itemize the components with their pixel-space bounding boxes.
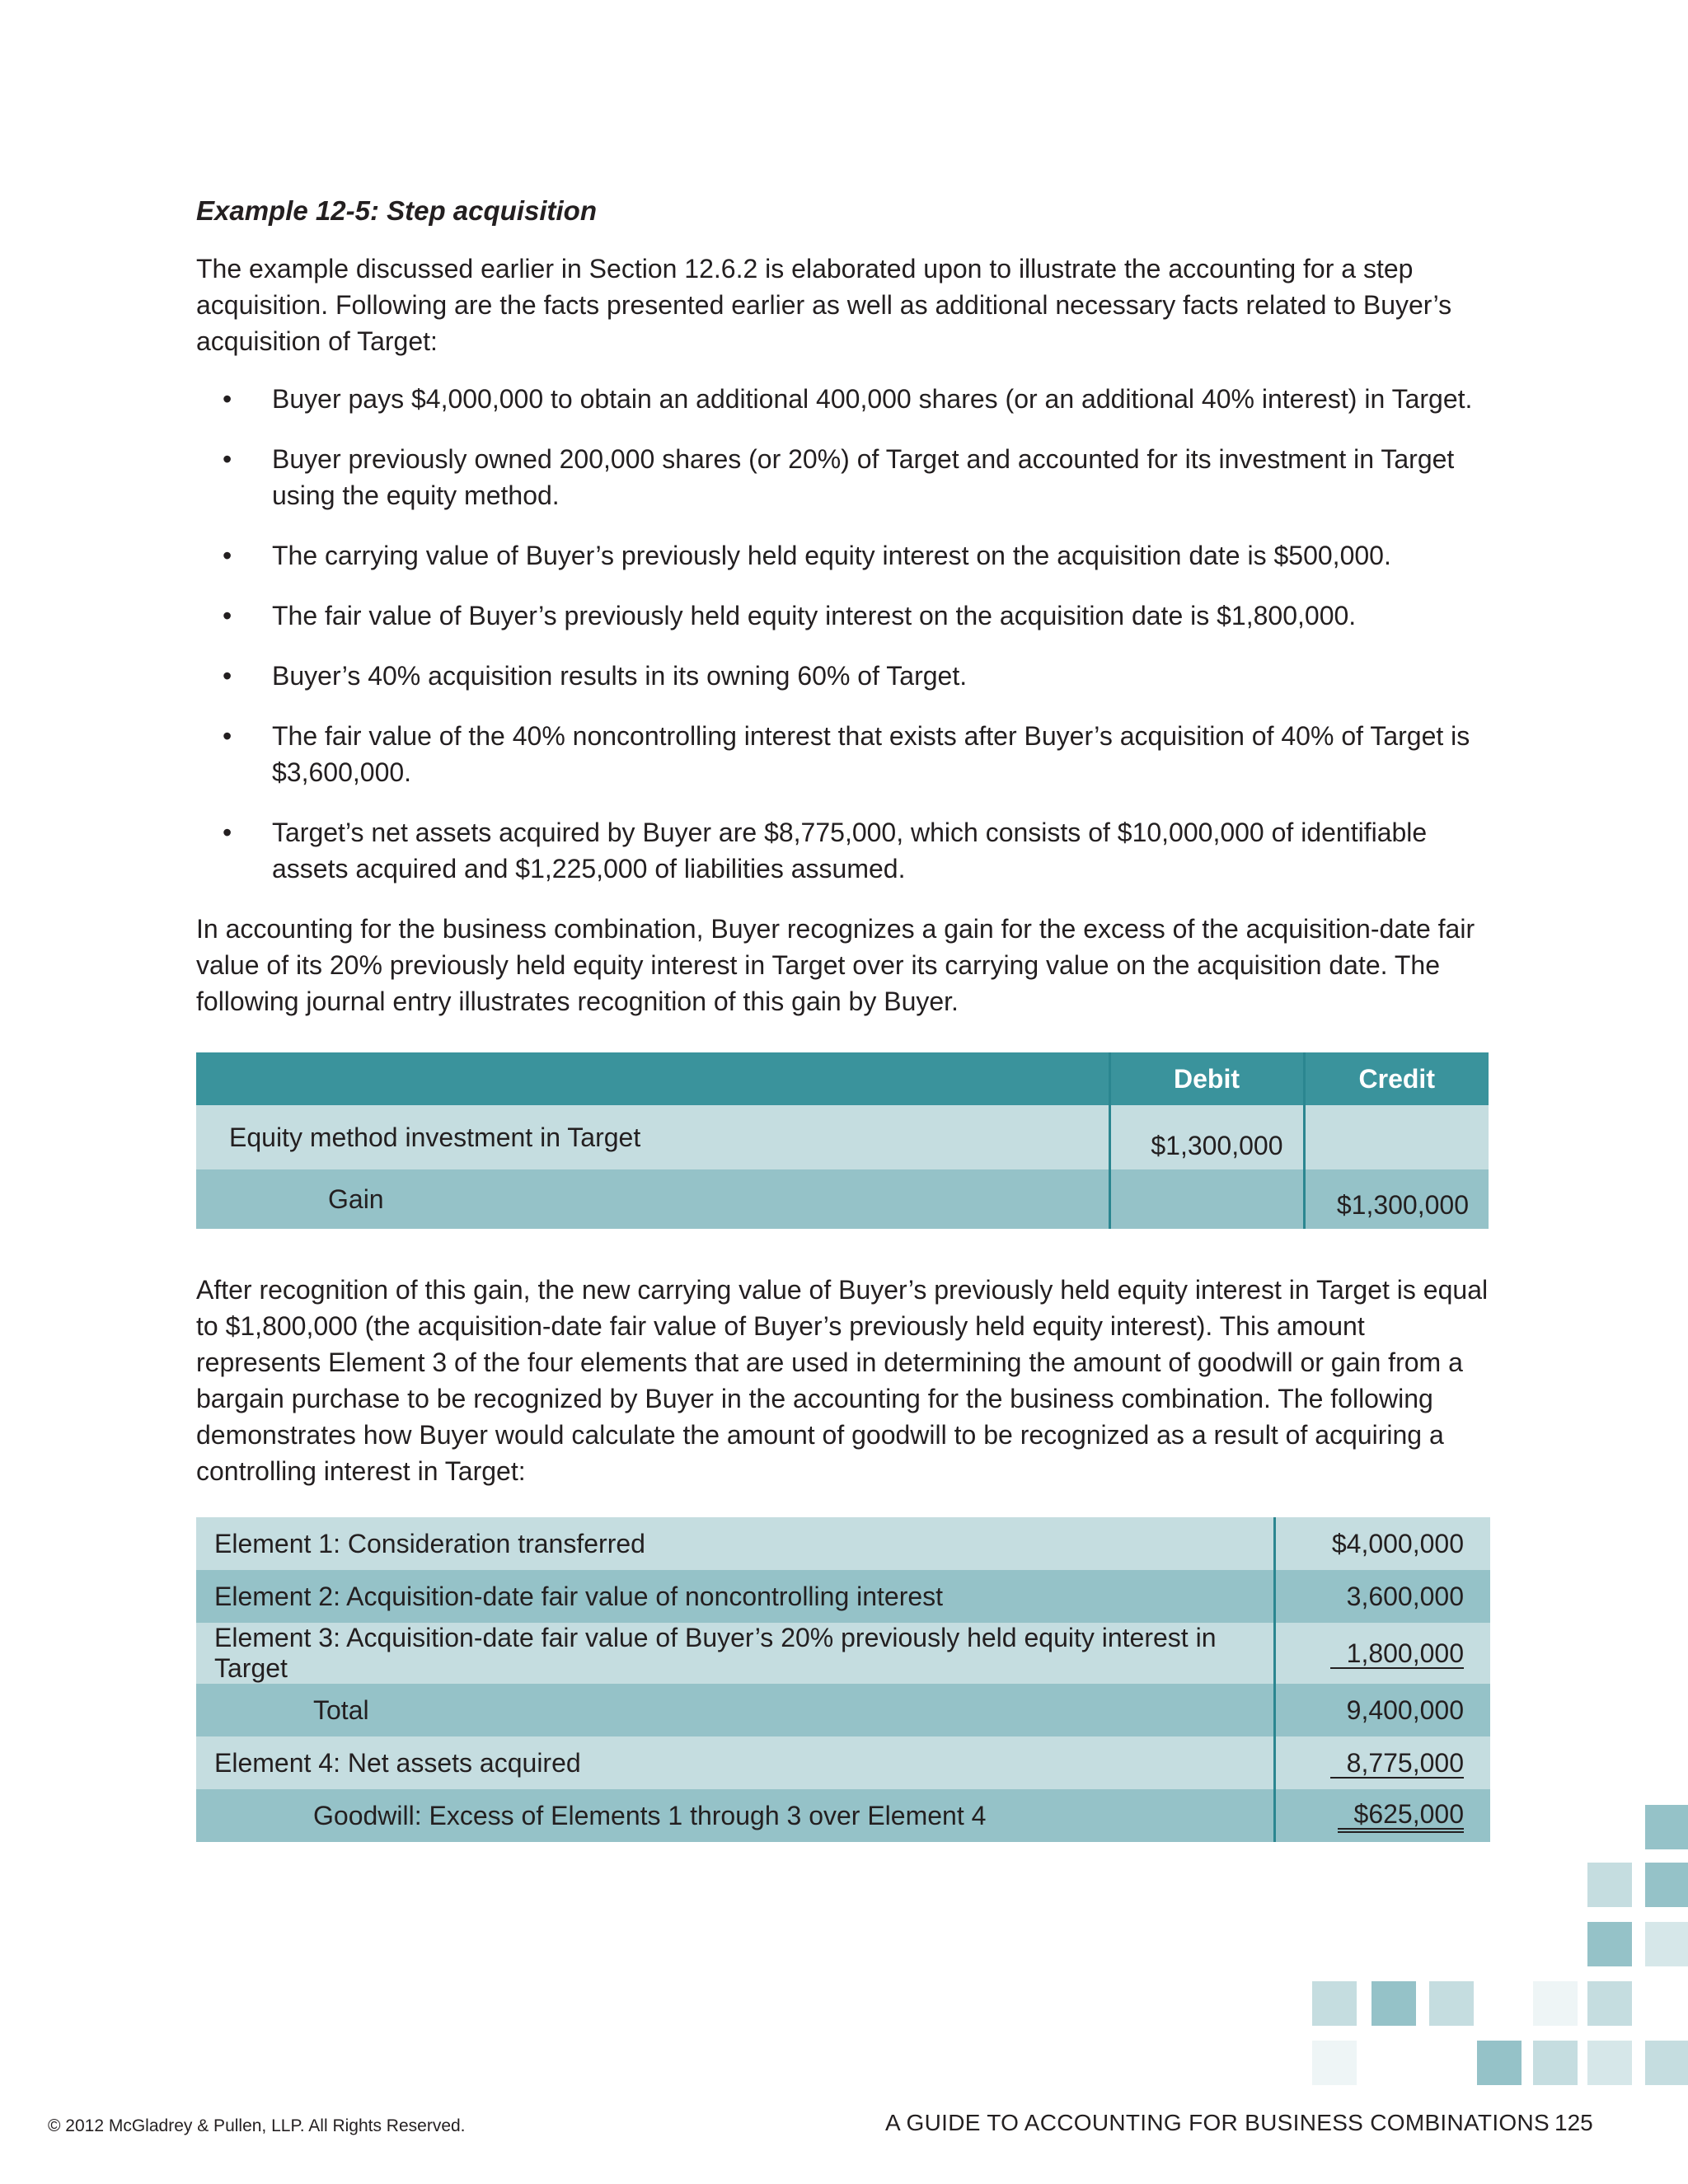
list-item: • The fair value of the 40% noncontrolling interest that exists after Buyer’s acquisition of 40% of Target is $3,600,000.	[196, 718, 1490, 790]
page-number: 125	[1554, 2110, 1593, 2135]
facts-list	[196, 381, 1490, 887]
decor-square	[1372, 1981, 1416, 2026]
gain-paragraph: In accounting for the business combination, Buyer recognizes a gain for the excess of the acquisition-date fair value of its 20% previously held equity interest in Target over its carrying value on the acquisition date. The following journal entry illustrates recognition of this gain by Buyer.	[196, 914, 1475, 1016]
calc-label: Total	[196, 1684, 1275, 1736]
bullet-icon: •	[223, 721, 232, 751]
calc-label: Element 3: Acquisition-date fair value of Buyer’s 20% previously held equity interest in Target	[196, 1623, 1275, 1684]
calc-value: 9,400,000	[1275, 1684, 1491, 1736]
journal-account: Gain	[196, 1169, 1109, 1229]
decor-square	[1645, 1805, 1688, 1849]
list-item: • The fair value of Buyer’s previously held equity interest on the acquisition date is $1,800,000.	[196, 598, 1490, 634]
journal-account: Equity method investment in Target	[196, 1105, 1109, 1169]
decor-square	[1587, 1863, 1632, 1907]
decor-square	[1645, 1922, 1688, 1966]
journal-header-row	[196, 1052, 1489, 1105]
journal-debit	[1109, 1169, 1304, 1229]
footer-guide-title: A GUIDE TO ACCOUNTING FOR BUSINESS COMBINATIONS	[885, 2110, 1550, 2135]
calc-value: 1,800,000	[1275, 1623, 1491, 1684]
calc-value: $625,000	[1275, 1789, 1491, 1842]
journal-debit: $1,300,000	[1109, 1105, 1304, 1169]
decor-square	[1587, 2041, 1632, 2085]
bullet-icon: •	[223, 601, 232, 630]
decor-square	[1645, 2041, 1688, 2085]
calc-label: Element 4: Net assets acquired	[196, 1736, 1275, 1789]
list-item: • Target’s net assets acquired by Buyer are $8,775,000, which consists of $10,000,000 of identifiable assets acquired and $1,225,000 of liabilities assumed.	[196, 814, 1490, 887]
bullet-icon: •	[223, 384, 232, 414]
bullet-icon: •	[223, 661, 232, 691]
decor-square	[1429, 1981, 1474, 2026]
table-row	[196, 1684, 1490, 1736]
decor-square	[1533, 2041, 1578, 2085]
intro-paragraph: The example discussed earlier in Section 12.6.2 is elaborated upon to illustrate the accounting for a step acquisition. Following are the facts presented earlier as well as additional necessary facts related to Buyer’s acquisition of Target:	[196, 254, 1452, 356]
journal-credit	[1304, 1105, 1489, 1169]
table-row	[196, 1789, 1490, 1842]
bullet-icon: •	[223, 818, 232, 847]
calc-value: 3,600,000	[1275, 1570, 1491, 1623]
journal-header-debit: Debit	[1109, 1052, 1304, 1105]
example-title: Example 12-5: Step acquisition	[196, 195, 597, 226]
table-row	[196, 1623, 1490, 1684]
journal-header-credit: Credit	[1304, 1052, 1489, 1105]
list-item: • Buyer pays $4,000,000 to obtain an additional 400,000 shares (or an additional 40% interest) in Target.	[196, 381, 1490, 417]
calc-label: Element 2: Acquisition-date fair value of noncontrolling interest	[196, 1570, 1275, 1623]
table-row	[196, 1517, 1490, 1570]
table-row	[196, 1105, 1489, 1169]
page-content	[196, 193, 1490, 1842]
table-row	[196, 1570, 1490, 1623]
calc-label: Goodwill: Excess of Elements 1 through 3 over Element 4	[196, 1789, 1275, 1842]
bullet-icon: •	[223, 444, 232, 474]
calc-value: $4,000,000	[1275, 1517, 1491, 1570]
table-row	[196, 1736, 1490, 1789]
decor-square	[1477, 2041, 1522, 2085]
decor-square	[1312, 1981, 1357, 2026]
calc-value: 8,775,000	[1275, 1736, 1491, 1789]
list-item: • Buyer’s 40% acquisition results in its owning 60% of Target.	[196, 658, 1490, 694]
journal-entry-table	[196, 1052, 1489, 1229]
table-row	[196, 1169, 1489, 1229]
footer-copyright: © 2012 McGladrey & Pullen, LLP. All Rights Reserved.	[48, 2116, 466, 2135]
list-item: • The carrying value of Buyer’s previously held equity interest on the acquisition date is $500,000.	[196, 537, 1490, 574]
decor-square	[1587, 1981, 1632, 2026]
decor-square	[1645, 1863, 1688, 1907]
list-item: • Buyer previously owned 200,000 shares (or 20%) of Target and accounted for its investment in Target using the equity method.	[196, 441, 1490, 513]
journal-credit: $1,300,000	[1304, 1169, 1489, 1229]
journal-header-account	[196, 1052, 1109, 1105]
bullet-icon: •	[223, 541, 232, 570]
decor-square	[1533, 1981, 1578, 2026]
goodwill-calculation-table	[196, 1517, 1490, 1842]
decor-square	[1587, 1922, 1632, 1966]
calc-label: Element 1: Consideration transferred	[196, 1517, 1275, 1570]
decor-square	[1312, 2041, 1357, 2085]
after-paragraph: After recognition of this gain, the new carrying value of Buyer’s previously held equity interest in Target is equal to $1,800,000 (the acquisition-date fair value of Buyer’s previously held equity interest). This amount represents Element 3 of the four elements that are used in determining the amount of goodwill or gain from a bargain purchase to be recognized by Buyer in the accounting for the business combination. The following demonstrates how Buyer would calculate the amount of goodwill to be recognized as a result of acquiring a controlling interest in Target:	[196, 1275, 1489, 1486]
